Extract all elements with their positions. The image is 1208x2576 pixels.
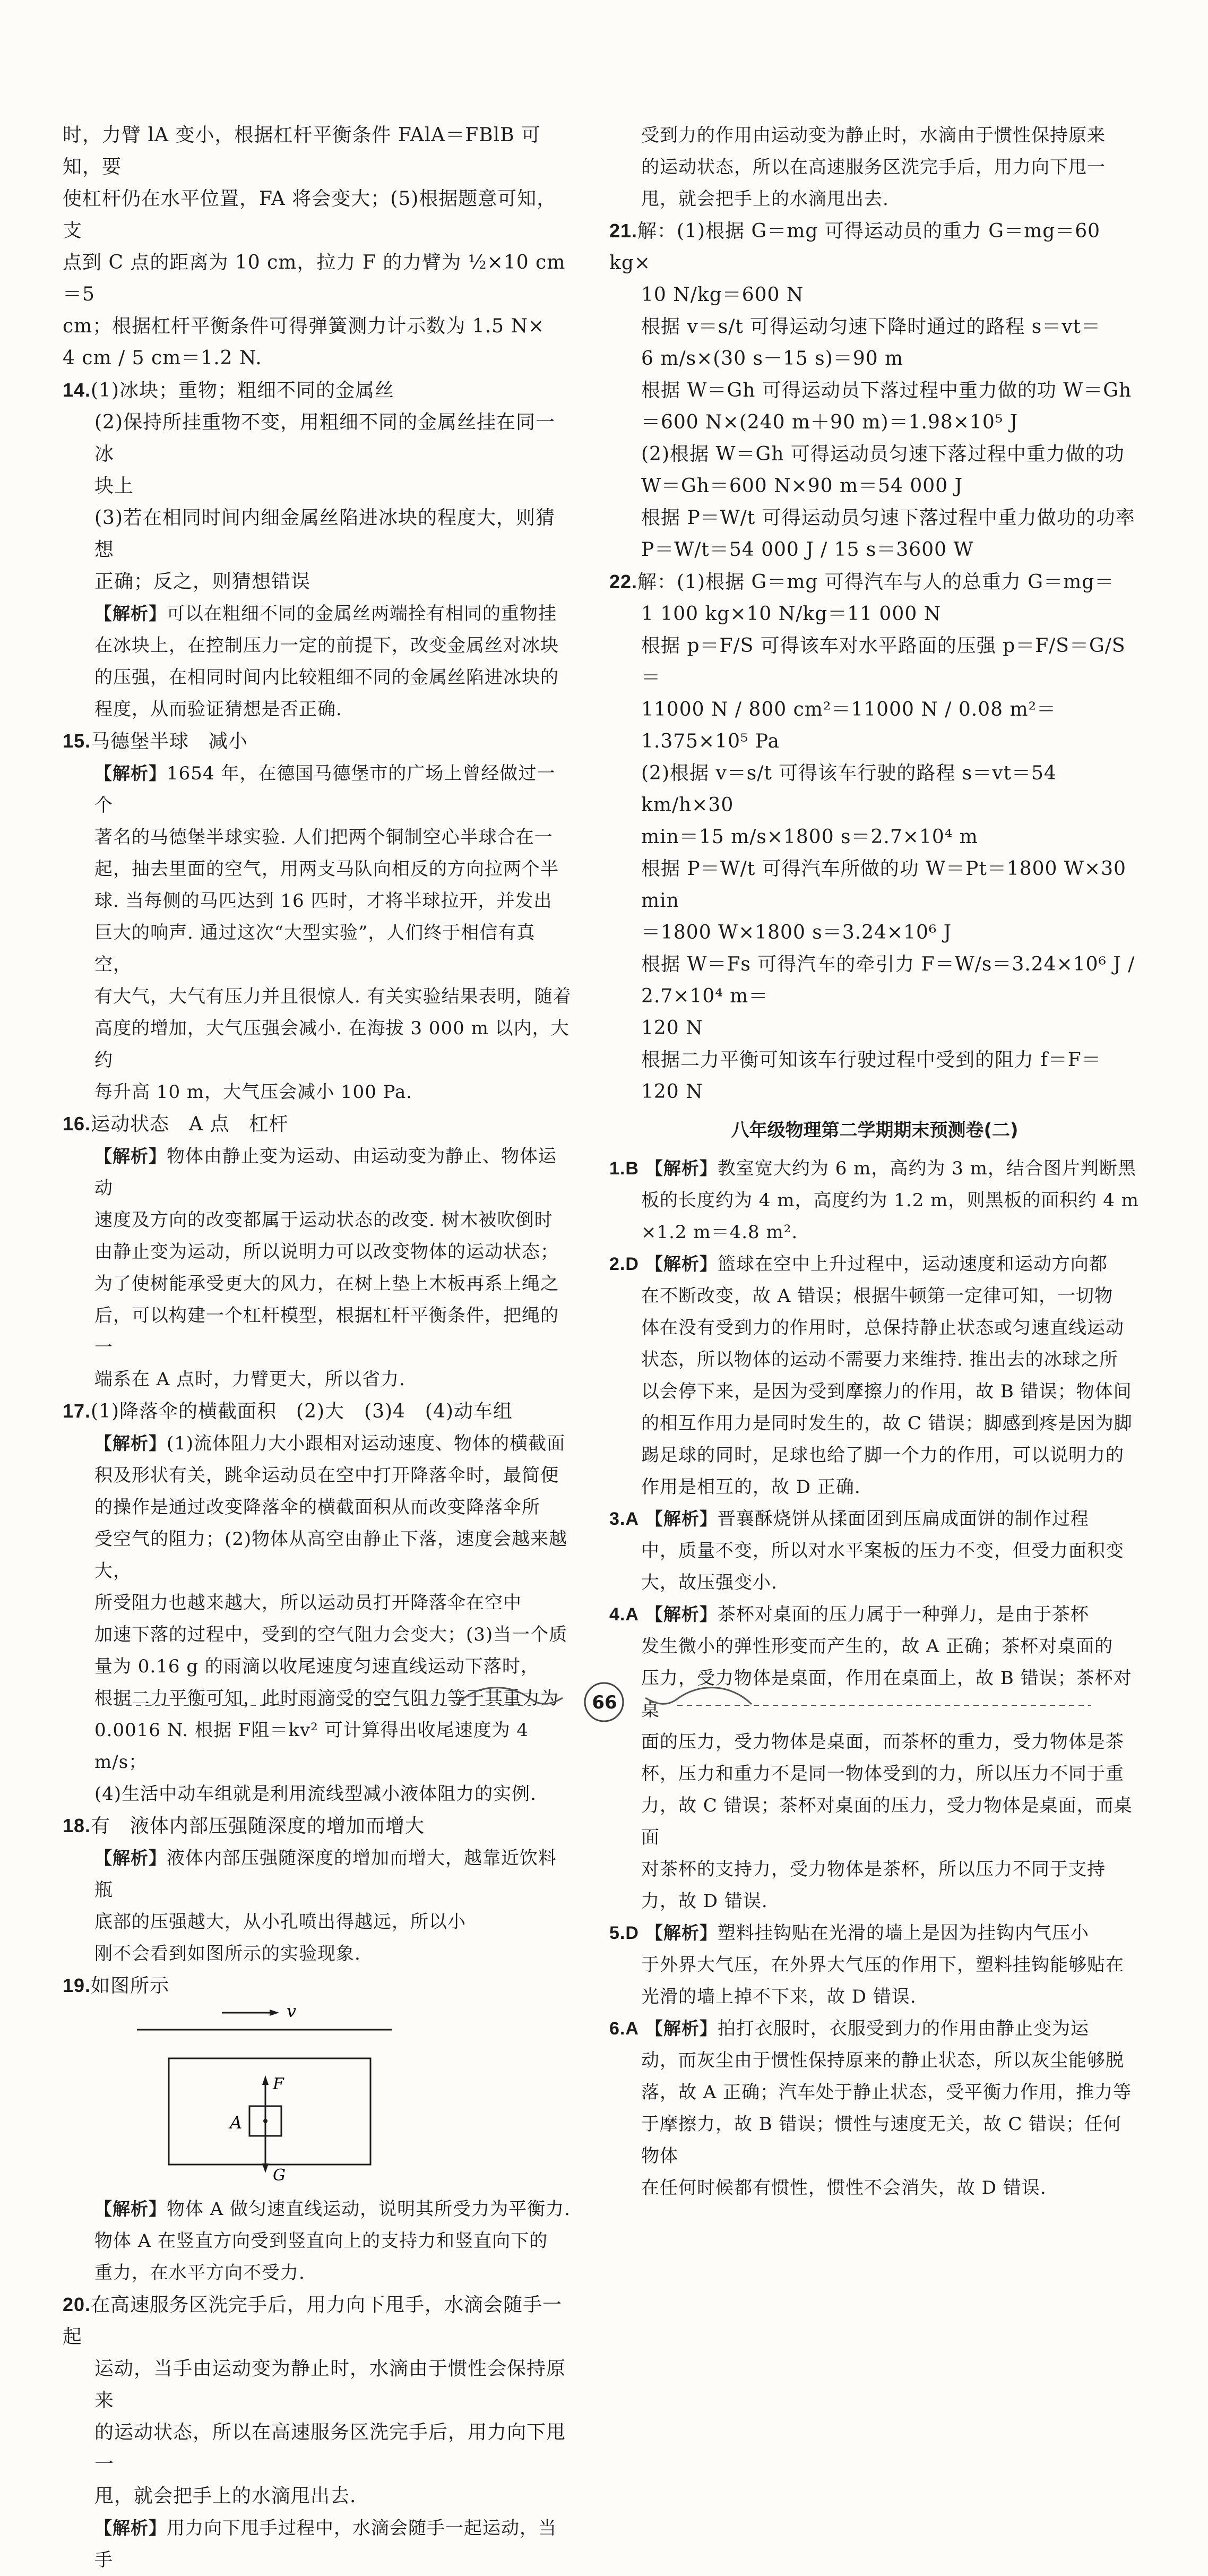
q17-explanation-2: 积及形状有关，跳伞运动员在空中打开降落伞时，最简便 — [94, 1465, 559, 1486]
q18-explanation-1: 【解析】液体内部压强随深度的增加而增大，越靠近饮料瓶 — [94, 1848, 557, 1901]
q21-line-9: 根据 P＝W/t 可得运动员匀速下落过程中重力做功的功率 — [641, 507, 1135, 529]
mc-4-line-2: 发生微小的弹性形变而产生的，故 A 正确；茶杯对桌面的 — [641, 1636, 1114, 1657]
mc-2-line-8: 作用是相互的，故 D 正确. — [641, 1476, 861, 1498]
q20-explanation-4: 甩，就会把手上的水滴甩出去. — [641, 188, 889, 210]
force-g-arrowhead — [262, 2163, 269, 2173]
force-f-arrowhead — [262, 2075, 269, 2085]
q21-line-4: 6 m/s×(30 s－15 s)＝90 m — [641, 348, 904, 370]
q16-explanation-5: 后，可以构建一个杠杆模型，根据杠杆平衡条件，把绳的一 — [94, 1305, 559, 1358]
mc-4-line-6: 力，故 C 错误；茶杯对桌面的压力，受力物体是桌面，而桌面 — [641, 1795, 1133, 1848]
q20-answer-2: 运动，当手由运动变为静止时，水滴由于惯性会保持原来 — [94, 2358, 566, 2411]
q17-explanation-5: 所受阻力也越来越大，所以运动员打开降落伞在空中 — [94, 1592, 522, 1613]
mc-2-line-5: 以会停下来，是因为受到摩擦力的作用，故 B 错误；物体间 — [641, 1381, 1132, 1402]
q14-explanation-4: 程度，从而验证猜想是否正确. — [94, 699, 342, 720]
mc-5-line-1: 5.D 【解析】塑料挂钩贴在光滑的墙上是因为挂钩内气压小 — [609, 1922, 1089, 1944]
object-a-label: A — [230, 2113, 243, 2133]
mc-number: 2. — [609, 1254, 626, 1274]
mc-2-line-2: 在不断改变，故 A 错误；根据牛顿第一定律可知，一切物 — [641, 1285, 1114, 1307]
q20-explanation-2: 受到力的作用由运动变为静止时，水滴由于惯性保持原来 — [641, 125, 1106, 146]
q16-explanation-4: 为了使树能承受更大的风力，在树上垫上木板再系上绳之 — [94, 1273, 559, 1294]
q15-explanation-7: 高度的增加，大气压强会减小. 在海拔 3 000 m 以内，大约 — [94, 1018, 570, 1071]
mc-answer: D — [625, 1923, 639, 1943]
mc-4-line-8: 力，故 D 错误. — [641, 1891, 768, 1912]
q13-line-2: 使杠杆仍在水平位置，FA 将会变大；(5)根据题意可知，支 — [63, 188, 557, 242]
q17-explanation-6: 加速下落的过程中，受到的空气阻力会变大；(3)当一个质 — [94, 1624, 568, 1645]
q13-line-5: 4 cm / 5 cm＝1.2 N. — [63, 347, 262, 369]
q14-answer-3: 块上 — [94, 475, 134, 497]
mc-6-line-1: 6.A 【解析】拍打衣服时，衣服受到力的作用由静止变为运 — [609, 2018, 1089, 2039]
q15-explanation-4: 球. 当每侧的马匹达到 16 匹时，才将半球拉开，并发出 — [94, 890, 553, 912]
section-title: 八年级物理第二学期期末预测卷(二) — [731, 1120, 1019, 1141]
right-column — [609, 119, 1140, 2204]
q15-explanation-2: 著名的马德堡半球实验. 人们把两个铜制空心半球合在一 — [94, 827, 553, 848]
mc-number: 1. — [609, 1158, 626, 1179]
q15-answer: 15.马德堡半球 减小 — [63, 730, 248, 752]
q15-explanation-3: 起，抽去里面的空气，用两支马队向相反的方向拉两个半 — [94, 858, 559, 880]
mc-2-line-3: 体在没有受到力的作用时，总保持静止状态或匀速直线运动 — [641, 1317, 1124, 1338]
q14-explanation-1: 【解析】可以在粗细不同的金属丝两端拴有相同的重物挂 — [94, 603, 557, 624]
mc-2-line-4: 状态，所以物体的运动不需要力来维持. 推出去的冰球之所 — [641, 1349, 1118, 1370]
q22-line-4: 11000 N / 800 cm²＝11000 N / 0.08 m²＝1.375×10⁵ Pa — [641, 699, 1057, 752]
q22-line-8: ＝1800 W×1800 s＝3.24×10⁶ J — [641, 922, 952, 943]
q16-explanation-3: 由静止变为运动，所以说明力可以改变物体的运动状态； — [94, 1241, 559, 1263]
q22-line-7: 根据 P＝W/t 可得汽车所做的功 W＝Pt＝1800 W×30 min — [641, 858, 1133, 912]
q17-explanation-9: 0.0016 N. 根据 F阻＝kv² 可计算得出收尾速度为 4 m/s； — [94, 1720, 535, 1773]
q18-explanation-2: 底部的压强越大，从小孔喷出得越远，所以小 — [94, 1911, 466, 1933]
left-column — [63, 119, 572, 2576]
q16-explanation-2: 速度及方向的改变都属于运动状态的改变. 树木被吹倒时 — [94, 1209, 553, 1231]
mc-6-line-5: 在任何时候都有惯性，惯性不会消失，故 D 错误. — [641, 2177, 1047, 2199]
q19-explanation-1: 【解析】物体 A 做匀速直线运动，说明其所受力为平衡力. — [94, 2199, 571, 2220]
q14-explanation-2: 在冰块上，在控制压力一定的前提下，改变金属丝对冰块 — [94, 635, 559, 656]
mc-3-line-2: 中，质量不变，所以对水平案板的压力不变，但受力面积变 — [641, 1540, 1124, 1561]
q17-answer: 17.(1)降落伞的横截面积 (2)大 (3)4 (4)动车组 — [63, 1400, 513, 1422]
q13-line-4: cm；根据杠杆平衡条件可得弹簧测力计示数为 1.5 N× — [63, 315, 545, 337]
analysis-tag: 【解析】 — [645, 1508, 718, 1529]
q17-explanation-4: 受空气的阻力；(2)物体从高空由静止下落，速度会越来越大， — [94, 1529, 568, 1582]
q20-answer-3: 的运动状态，所以在高速服务区洗完手后，用力向下甩一 — [94, 2422, 566, 2475]
q22-line-2: 1 100 kg×10 N/kg＝11 000 N — [641, 603, 942, 625]
q21-line-8: W＝Gh＝600 N×90 m＝54 000 J — [641, 475, 963, 497]
q22-line-3: 根据 p＝F/S 可得该车对水平路面的压强 p＝F/S＝G/S＝ — [641, 635, 1126, 689]
mc-1-line-2: 板的长度约为 4 m，高度约为 1.2 m，则黑板的面积约 4 m — [641, 1190, 1139, 1211]
q16-explanation-6: 端系在 A 点时，力臂更大，所以省力. — [94, 1369, 405, 1390]
q22-line-10: 120 N — [641, 1017, 703, 1039]
q15-explanation-5: 巨大的响声. 通过这次“大型实验”，人们终于相信有真空， — [94, 922, 536, 975]
q21-line-5: 根据 W＝Gh 可得运动员下落过程中重力做的功 W＝Gh — [641, 380, 1132, 401]
force-f-label: F — [273, 2075, 284, 2093]
q21-line-3: 根据 v＝s/t 可得运动匀速下降时通过的路程 s＝vt＝ — [641, 316, 1101, 338]
mc-answer: A — [625, 2019, 639, 2039]
q22-line-5: (2)根据 v＝s/t 可得该车行驶的路程 s＝vt＝54 km/h×30 — [641, 762, 1064, 816]
q17-explanation-10: (4)生活中动车组就是利用流线型减小液体阻力的实例. — [94, 1783, 537, 1805]
q18-explanation-3: 刚不会看到如图所示的实验现象. — [94, 1943, 361, 1964]
q17-explanation-7: 量为 0.16 g 的雨滴以收尾速度匀速直线运动下落时， — [94, 1656, 539, 1677]
mc-3-line-3: 大，故压强变小. — [641, 1572, 778, 1593]
q17-explanation-3: 的操作是通过改变降落伞的横截面积从而改变降落伞所 — [94, 1497, 540, 1518]
mc-answer: A — [625, 1604, 639, 1625]
mc-answer: B — [625, 1158, 639, 1179]
q20-answer-4: 甩，就会把手上的水滴甩出去. — [94, 2485, 357, 2507]
q16-explanation-1: 【解析】物体由静止变为运动、由运动变为静止、物体运动 — [94, 1146, 557, 1199]
analysis-tag: 【解析】 — [645, 1158, 718, 1179]
q22-line-1: 22.解：(1)根据 G＝mg 可得汽车与人的总重力 G＝mg＝ — [609, 571, 1115, 593]
q14-answer-4: (3)若在相同时间内细金属丝陷进冰块的程度大，则猜想 — [94, 507, 555, 561]
q21-line-1: 21.解：(1)根据 G＝mg 可得运动员的重力 G＝mg＝60 kg× — [609, 220, 1107, 274]
q21-line-7: (2)根据 W＝Gh 可得运动员匀速下落过程中重力做的功 — [641, 443, 1125, 465]
q14-answer-5: 正确；反之，则猜想错误 — [94, 571, 311, 593]
mc-number: 4. — [609, 1604, 626, 1625]
q21-line-6: ＝600 N×(240 m＋90 m)＝1.98×10⁵ J — [641, 411, 1019, 433]
q19-explanation-3: 重力，在水平方向不受力. — [94, 2262, 305, 2283]
mc-1-line-1: 1.B 【解析】教室宽大约为 6 m，高约为 3 m，结合图片判断黑 — [609, 1158, 1136, 1179]
mc-6-line-4: 于摩擦力，故 B 错误；惯性与速度无关，故 C 错误；任何物体 — [641, 2114, 1122, 2167]
q14-number: 14. — [63, 379, 91, 401]
q15-explanation-8: 每升高 10 m，大气压会减小 100 Pa. — [94, 1081, 413, 1103]
mc-4-line-5: 杯，压力和重力不是同一物体受到的力，所以压力不同于重 — [641, 1763, 1124, 1784]
q15-explanation-1: 【解析】1654 年，在德国马德堡市的广场上曾经做过一个 — [94, 763, 556, 816]
box-outline — [169, 2058, 370, 2165]
q13-line-1: 时，力臂 lA 变小，根据杠杆平衡条件 FAlA＝FBlB 可知，要 — [63, 124, 541, 178]
page-number: 66 — [592, 1692, 617, 1713]
analysis-tag: 【解析】 — [645, 1922, 718, 1943]
force-diagram — [132, 2005, 408, 2186]
mc-6-line-3: 落，故 A 正确；汽车处于静止状态，受平衡力作用，推力等 — [641, 2082, 1132, 2103]
q19-explanation-2: 物体 A 在竖直方向受到竖直向上的支持力和竖直向下的 — [94, 2230, 548, 2252]
mc-answer: A — [625, 1509, 639, 1529]
q15-explanation-6: 有大气，大气有压力并且很惊人. 有关实验结果表明，随着 — [94, 986, 572, 1007]
mc-2-line-6: 的相互作用力是同时发生的，故 C 错误；脚感到疼是因为脚 — [641, 1413, 1133, 1434]
force-g-label: G — [273, 2166, 286, 2185]
analysis-tag: 【解析】 — [94, 603, 167, 624]
q17-explanation-1: 【解析】(1)流体阻力大小跟相对运动速度、物体的横截面 — [94, 1433, 566, 1454]
q13-line-3: 点到 C 点的距离为 10 cm，拉力 F 的力臂为 ½×10 cm＝5 — [63, 252, 566, 305]
q20-explanation-1: 【解析】用力向下甩手过程中，水滴会随手一起运动，当手 — [94, 2518, 557, 2571]
mc-4-line-7: 对茶杯的支持力，受力物体是茶杯，所以压力不同于支持 — [641, 1859, 1106, 1880]
q20-answer-1: 20.在高速服务区洗完手后，用力向下甩手，水滴会随手一起 — [63, 2294, 563, 2348]
mc-6-line-2: 动，而灰尘由于惯性保持原来的静止状态，所以灰尘能够脱 — [641, 2050, 1124, 2071]
mc-3-line-1: 3.A 【解析】晋襄酥烧饼从揉面团到压扁成面饼的制作过程 — [609, 1508, 1089, 1530]
q14-answer-1: 14.(1)冰块；重物；粗细不同的金属丝 — [63, 379, 395, 401]
mc-number: 6. — [609, 2019, 626, 2039]
mc-2-line-1: 2.D 【解析】篮球在空中上升过程中，运动速度和运动方向都 — [609, 1253, 1108, 1275]
velocity-arrowhead — [270, 2010, 279, 2016]
q14-explanation-3: 的压强，在相同时间内比较粗细不同的金属丝陷进冰块的 — [94, 667, 559, 688]
q18-answer: 18.有 液体内部压强随深度的增加而增大 — [63, 1815, 425, 1837]
q22-line-9: 根据 W＝Fs 可得汽车的牵引力 F＝W/s＝3.24×10⁶ J / 2.7×10⁴ m＝ — [641, 954, 1142, 1007]
q22-line-11: 根据二力平衡可知该车行驶过程中受到的阻力 f＝F＝ — [641, 1049, 1101, 1071]
mc-4-line-4: 面的压力，受力物体是桌面，而茶杯的重力，受力物体是茶 — [641, 1731, 1124, 1753]
q21-line-10: P＝W/t＝54 000 J / 15 s＝3600 W — [641, 539, 974, 561]
velocity-label: v — [287, 2005, 297, 2021]
mc-4-line-3: 压力，受力物体是桌面，作用在桌面上，故 B 错误；茶杯对桌 — [641, 1668, 1132, 1721]
q17-explanation-8: 根据二力平衡可知，此时雨滴受的空气阻力等于其重力为 — [94, 1688, 559, 1709]
q20-explanation-3: 的运动状态，所以在高速服务区洗完手后，用力向下甩一 — [641, 157, 1106, 178]
analysis-tag: 【解析】 — [645, 2018, 718, 2039]
q19-answer: 19.如图所示 — [63, 1974, 170, 1997]
q21-line-2: 10 N/kg＝600 N — [641, 284, 804, 306]
footer-swirl-right — [645, 1688, 752, 1704]
q22-line-6: min＝15 m/s×1800 s＝2.7×10⁴ m — [641, 826, 978, 848]
mc-4-line-1: 4.A 【解析】茶杯对桌面的压力属于一种弹力，是由于茶杯 — [609, 1604, 1089, 1625]
footer-swirl-left — [456, 1688, 563, 1704]
mc-5-line-2: 于外界大气压，在外界大气压的作用下，塑料挂钩能够贴在 — [641, 1954, 1124, 1976]
mc-5-line-3: 光滑的墙上掉不下来，故 D 错误. — [641, 1986, 917, 2007]
analysis-tag: 【解析】 — [645, 1253, 718, 1274]
mc-2-line-7: 踢足球的同时，足球也给了脚一个力的作用，可以说明力的 — [641, 1445, 1124, 1466]
analysis-tag: 【解析】 — [645, 1604, 718, 1625]
q22-line-12: 120 N — [641, 1081, 703, 1103]
mc-number: 5. — [609, 1923, 626, 1943]
mc-answer: D — [625, 1254, 639, 1274]
mc-1-line-3: ×1.2 m＝4.8 m². — [641, 1222, 798, 1243]
q14-answer-2: (2)保持所挂重物不变，用粗细不同的金属丝挂在同一冰 — [94, 411, 555, 465]
mc-number: 3. — [609, 1509, 626, 1529]
q16-answer: 16.运动状态 A 点 杠杆 — [63, 1113, 289, 1135]
